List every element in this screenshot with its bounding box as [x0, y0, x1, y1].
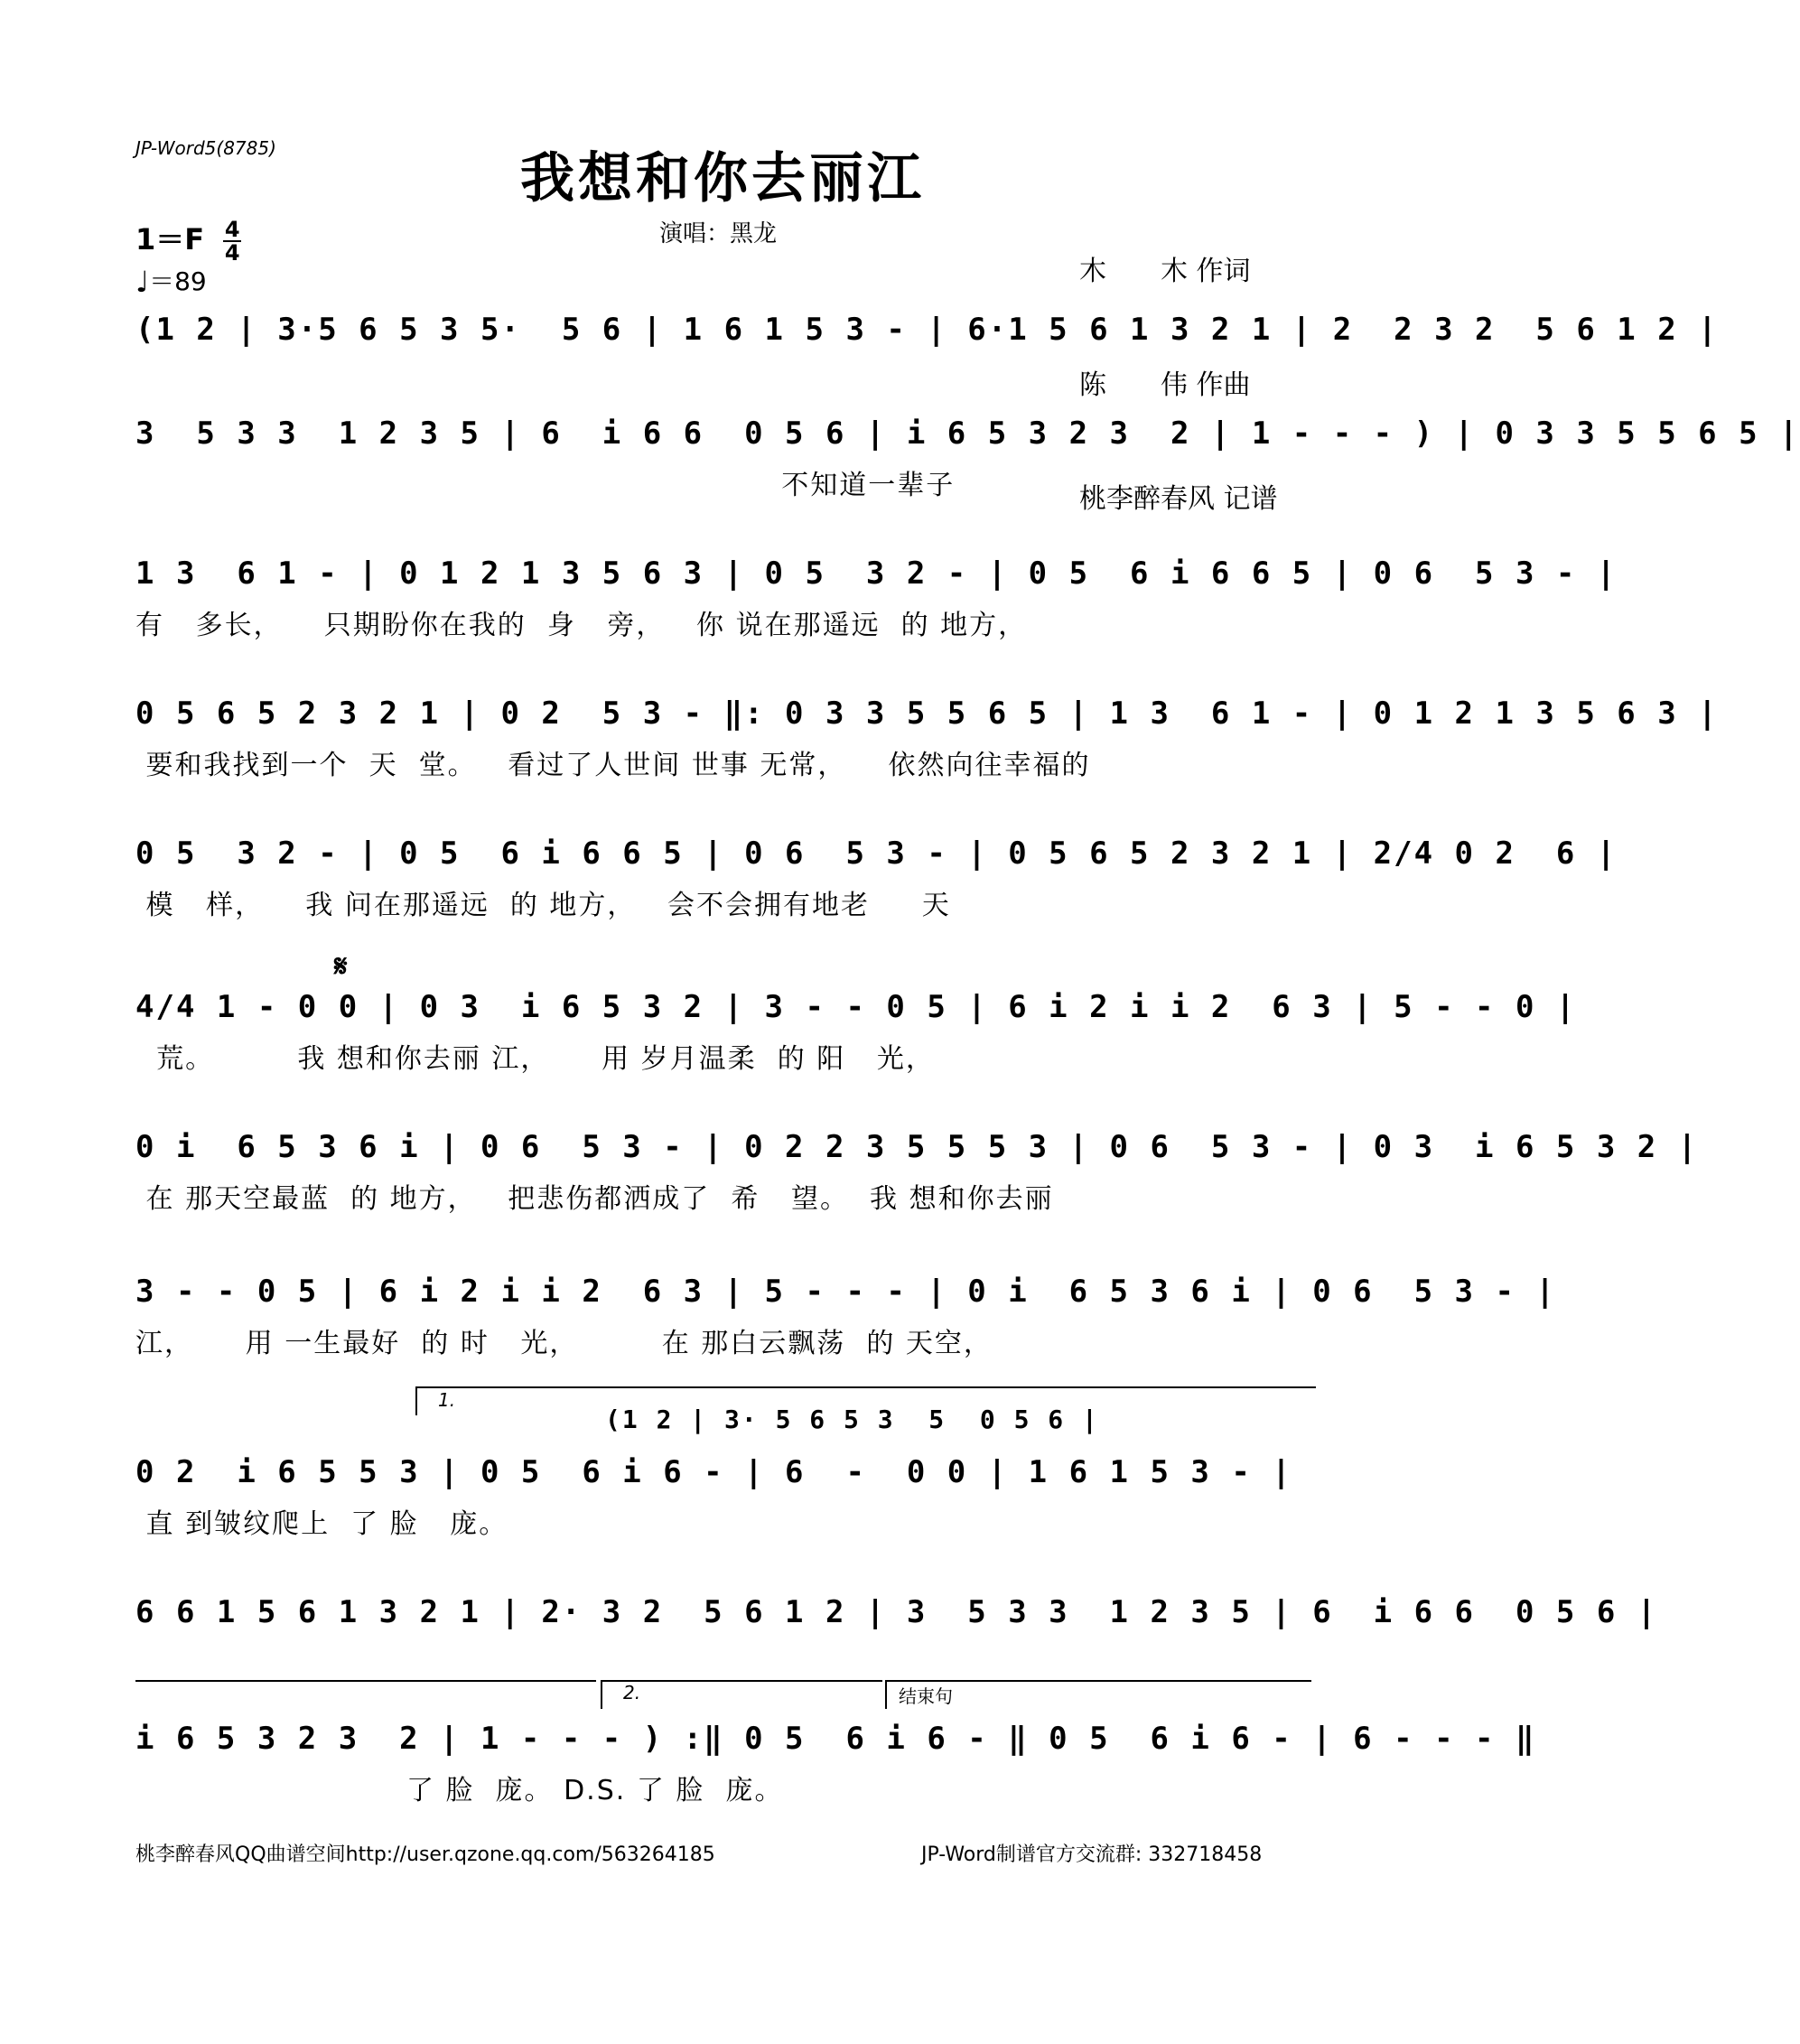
coda-label: 结束句 [899, 1685, 953, 1707]
notation-line: 4/4 1 - 0 0 | 0 3 i 6 5 3 2 | 3 - - 0 5 | 6 i 2 i i 2 6 3 | 5 - - 0 | [135, 989, 1577, 1025]
score-system-5 [135, 835, 1618, 922]
notation-line: 3 5 3 3 1 2 3 5 | 6 i 6 6 0 5 6 | i 6 5 3 2 3 2 | 1 - - - ) | 0 3 3 5 5 6 5 | [135, 415, 1800, 452]
lyrics-line: 江， 用 一生最好 的 时 光， 在 那白云飘荡 的 天空， [135, 1328, 993, 1359]
repeat-bracket-line [135, 1680, 596, 1709]
score-system-10 [135, 1594, 1658, 1630]
key-label: 1＝F [135, 222, 205, 257]
tempo-marking [135, 262, 207, 299]
score-system-9 [135, 1454, 1310, 1541]
lyrics-line: 有 多长， 只期盼你在我的 身 旁， 你 说在那遥远 的 地方， [135, 610, 1028, 641]
lyrics-line: 不知道一辈子 [135, 470, 956, 501]
notation-line: 3 - - 0 5 | 6 i 2 i i 2 6 3 | 5 - - - | 0 i 6 5 3 6 i | 0 6 5 3 - | [135, 1274, 1556, 1310]
footer-group: JP-Word制谱官方交流群: 332718458 [921, 1843, 1263, 1866]
notation-line: 0 5 3 2 - | 0 5 6 i 6 6 5 | 0 6 5 3 - | 0 5 6 5 2 3 2 1 | 2/4 0 2 6 | [135, 835, 1618, 872]
second-ending-label: 2. [623, 1682, 641, 1703]
time-signature-top: 4 [224, 217, 240, 242]
score-system-2 [135, 415, 1800, 502]
song-title: 我想和你去丽江 [520, 147, 925, 210]
credit-lyricist: 木 木 作词 [1079, 256, 1251, 287]
time-signature [223, 219, 241, 264]
credit-transcriber: 桃李醉春风 记谱 [1079, 483, 1278, 515]
score-system-3 [135, 555, 1618, 642]
notation-line: 0 i 6 5 3 6 i | 0 6 5 3 - | 0 2 2 3 5 5 5 3 | 0 6 5 3 - | 0 3 i 6 5 3 2 | [135, 1129, 1699, 1165]
notation-line: 0 5 6 5 2 3 2 1 | 0 2 5 3 - ‖: 0 3 3 5 5 6 5 | 1 3 6 1 - | 0 1 2 1 3 5 6 3 | [135, 695, 1719, 732]
score-system-7 [135, 1129, 1699, 1216]
quarter-note-icon: ♩ [135, 265, 150, 299]
lyrics-line: 直 到皱纹爬上 了 脸 庞。 [135, 1508, 508, 1540]
lyrics-line: 了 脸 庞。 D.S. 了 脸 庞。 [135, 1775, 784, 1806]
singer-label: 演唱：黑龙 [659, 220, 778, 247]
key-signature [135, 217, 241, 264]
interlude-notation: (1 2 | 3· 5 6 5 3 5 0 5 6 | [605, 1405, 1099, 1434]
score-system-4 [135, 695, 1719, 782]
notation-line: 0 2 i 6 5 5 3 | 0 5 6 i 6 - | 6 - 0 0 | 1 6 1 5 3 - | [135, 1454, 1292, 1490]
score-system-1 [135, 312, 1719, 348]
score-system-8 [135, 1274, 1556, 1360]
lyrics-line: 荒。 我 想和你去丽 江， 用 岁月温柔 的 阳 光， [135, 1043, 935, 1075]
lyrics-line: 要和我找到一个 天 堂。 看过了人世间 世事 无常， 依然向往幸福的 [135, 750, 1091, 781]
time-signature-bottom: 4 [224, 240, 240, 266]
second-ending-bracket [601, 1680, 882, 1709]
credit-composer: 陈 伟 作曲 [1079, 369, 1251, 401]
score-system-11 [135, 1721, 1536, 1807]
notation-line: (1 2 | 3·5 6 5 3 5· 5 6 | 1 6 1 5 3 - | 6·1 5 6 1 3 2 1 | 2 2 3 2 5 6 1 2 | [135, 312, 1719, 348]
score-system-6 [135, 989, 1577, 1076]
lyrics-line: 模 样， 我 问在那遥远 的 地方， 会不会拥有地老 天 [135, 890, 951, 921]
footer-source: 桃李醉春风QQ曲谱空间http://user.qzone.qq.com/563264185 [135, 1843, 715, 1866]
tempo-value: ＝89 [149, 266, 207, 296]
lyrics-line: 在 那天空最蓝 的 地方， 把悲伤都洒成了 希 望。 我 想和你去丽 [135, 1183, 1054, 1215]
notation-line: i 6 5 3 2 3 2 | 1 - - - ) :‖ 0 5 6 i 6 - ‖ 0 5 6 i 6 - | 6 - - - ‖ [135, 1721, 1536, 1757]
segno-sign: 𝄋 [334, 948, 348, 985]
notation-line: 1 3 6 1 - | 0 1 2 1 3 5 6 3 | 0 5 3 2 - | 0 5 6 i 6 6 5 | 0 6 5 3 - | [135, 555, 1618, 592]
notation-line: 6 6 1 5 6 1 3 2 1 | 2· 3 2 5 6 1 2 | 3 5 3 3 1 2 3 5 | 6 i 6 6 0 5 6 | [135, 1594, 1658, 1630]
first-ending-label: 1. [438, 1389, 456, 1411]
software-label: JP-Word5(8785) [135, 137, 276, 159]
